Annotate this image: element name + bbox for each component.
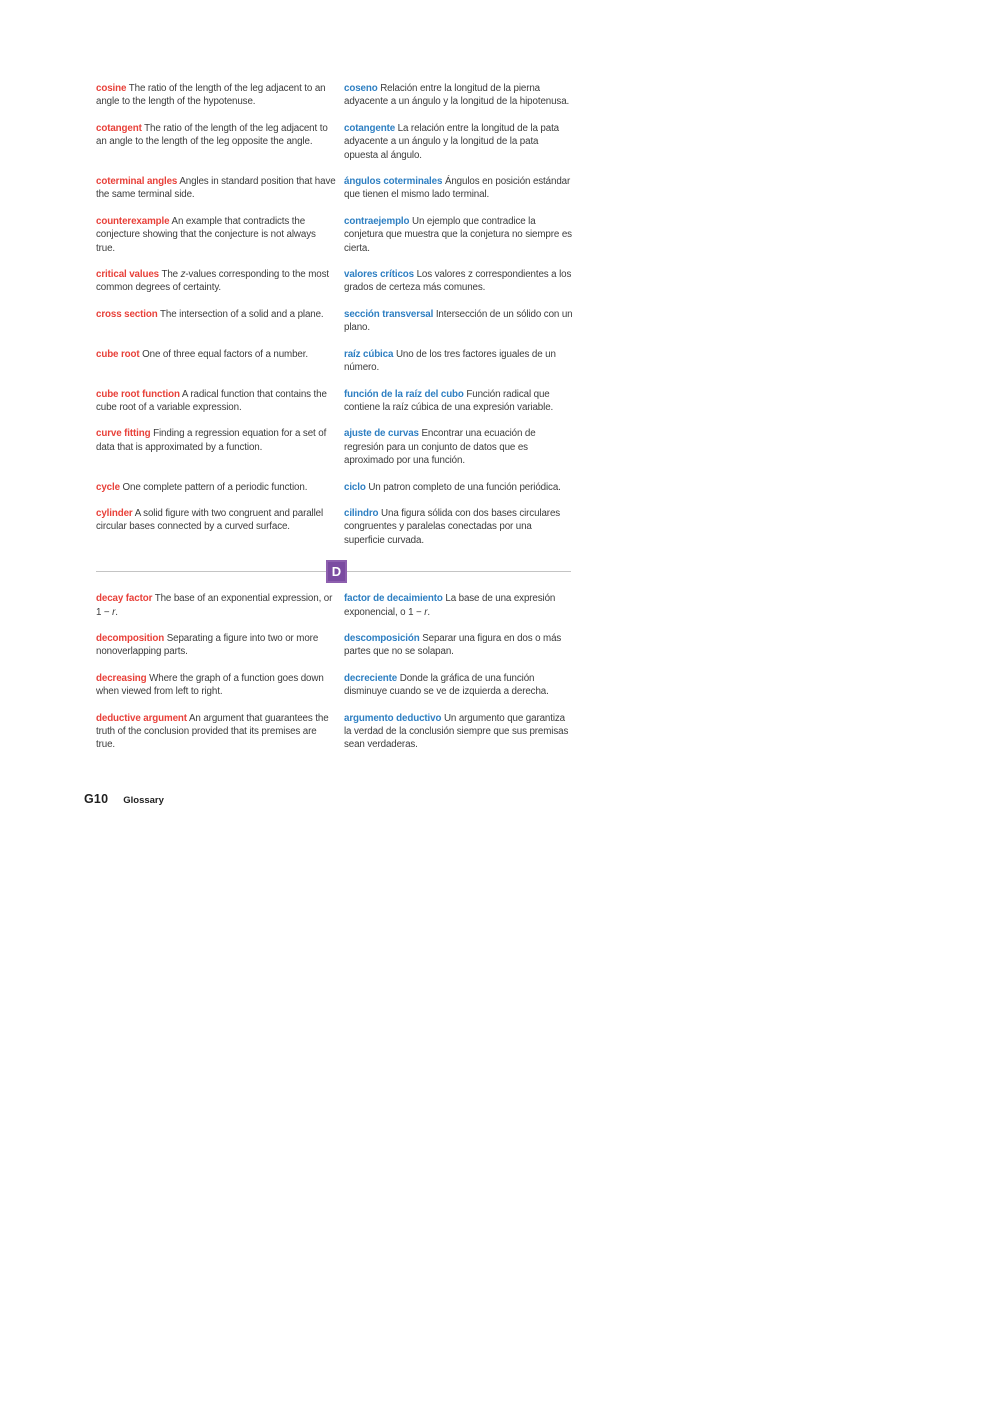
entry-en (96, 712, 336, 752)
definition-en: One complete pattern of a periodic function. (122, 481, 308, 493)
entry-en (96, 175, 336, 202)
glossary-entry-row (96, 632, 574, 659)
term-en: cube root function (96, 388, 180, 400)
definition-text: La base de una expresión exponencial, o 1 − (344, 593, 556, 618)
section-divider (96, 560, 574, 584)
glossary-entry-row (96, 215, 574, 255)
term-es: descomposición (344, 632, 420, 644)
term-en: cosine (96, 83, 127, 94)
definition-text: The (161, 269, 181, 281)
glossary-content (96, 82, 574, 765)
definition-en: An argument that guarantees the truth of the conclusion provided that its premises are true. (96, 712, 329, 751)
definition-text: The base of an exponential expression, or 1 − (96, 593, 333, 618)
entry-en (96, 122, 336, 162)
entry-es (344, 672, 574, 699)
term-es: coseno (344, 83, 378, 94)
definition-es: Donde la gráfica de una función disminuye cuando se ve de izquierda a derecha. (344, 672, 549, 698)
math-variable: r (424, 606, 428, 618)
definition-es: La relación entre la longitud de la pata adyacente a un ángulo y la longitud de la pata opuesta al ángulo. (344, 122, 559, 161)
definition-es: Función radical que contiene la raíz cúbica de una expresión variable. (344, 388, 554, 413)
entry-en (96, 427, 336, 467)
definition-en: The intersection of a solid and a plane. (160, 308, 324, 320)
entry-es (344, 268, 574, 295)
term-en: cotangent (96, 122, 142, 134)
definition-es: Encontrar una ecuación de regresión para un conjunto de datos que es aproximado por una función. (344, 428, 536, 467)
term-en: decreasing (96, 672, 147, 684)
term-es: factor de decaimiento (344, 593, 443, 605)
entry-en (96, 348, 336, 375)
term-es: decreciente (344, 672, 398, 684)
glossary-entry-row (96, 175, 574, 202)
glossary-entry-row (96, 672, 574, 699)
definition-en: Where the graph of a function goes down when viewed from left to right. (96, 672, 324, 698)
entry-es (344, 507, 574, 547)
glossary-entry-row (96, 82, 574, 109)
definition-en: An example that contradicts the conjecture showing that the conjecture is not always true. (96, 215, 316, 254)
term-en: cross section (96, 308, 158, 320)
entry-es (344, 348, 574, 375)
glossary-entry-row (96, 348, 574, 375)
term-es: contraejemplo (344, 215, 410, 227)
term-en: decay factor (96, 593, 153, 605)
term-en: counterexample (96, 215, 170, 227)
term-es: cotangente (344, 122, 396, 134)
entry-es (344, 215, 574, 255)
entry-en (96, 632, 336, 659)
entry-es (344, 632, 574, 659)
glossary-entry-row (96, 388, 574, 415)
entry-es (344, 122, 574, 162)
entry-en (96, 592, 336, 619)
entry-es (344, 481, 574, 494)
glossary-entry-row (96, 427, 574, 467)
definition-es: Intersección de un sólido con un plano. (344, 308, 573, 334)
term-es: ángulos coterminales (344, 176, 443, 188)
glossary-entry-row (96, 507, 574, 547)
glossary-entry-row (96, 481, 574, 494)
definition-es: Ángulos en posición estándar que tienen el mismo lado terminal. (344, 176, 571, 201)
entry-es (344, 388, 574, 415)
footer-label: Glossary (123, 795, 164, 806)
entry-en (96, 507, 336, 547)
math-variable: r (112, 606, 116, 618)
entry-es (344, 308, 574, 335)
glossary-entry-row (96, 122, 574, 162)
definition-en: The ratio of the length of the leg adjacent to an angle to the length of the hypotenuse. (96, 83, 326, 108)
page-number: G10 (84, 792, 109, 806)
term-en: cycle (96, 481, 120, 493)
definition-en: One of three equal factors of a number. (142, 348, 308, 360)
entry-en (96, 215, 336, 255)
definition-en: Finding a regression equation for a set of data that is approximated by a function. (96, 428, 327, 453)
definition-es: Una figura sólida con dos bases circulares congruentes y paralelas conectadas por una superficie curvada. (344, 507, 561, 546)
definition-es: Relación entre la longitud de la pierna adyacente a un ángulo y la longitud de la hipotenusa. (344, 83, 570, 108)
glossary-entry-row (96, 268, 574, 295)
term-en: decomposition (96, 632, 165, 644)
definition-es: Separar una figura en dos o más partes que no se solapan. (344, 632, 562, 658)
definition-text: . (115, 606, 118, 618)
term-en: critical values (96, 269, 160, 281)
term-es: ciclo (344, 481, 366, 493)
page-footer (84, 792, 164, 806)
definition-en: Angles in standard position that have the same terminal side. (96, 176, 336, 201)
term-es: valores críticos (344, 269, 414, 281)
definition-en: A radical function that contains the cube root of a variable expression. (96, 388, 327, 413)
definition-text: -values corresponding to the most common degrees of certainty. (96, 269, 329, 294)
term-en: curve fitting (96, 428, 151, 440)
definition-text: . (427, 606, 431, 618)
entry-es (344, 592, 574, 619)
definition-en: A solid figure with two congruent and parallel circular bases connected by a curved surface. (96, 507, 324, 533)
term-es: raíz cúbica (344, 348, 394, 360)
math-variable: z (180, 269, 186, 281)
entry-es (344, 712, 574, 752)
entry-es (344, 82, 574, 109)
entry-es (344, 427, 574, 467)
entry-en (96, 268, 336, 295)
term-en: deductive argument (96, 712, 187, 724)
definition-en: The ratio of the length of the leg adjacent to an angle to the length of the leg opposite the angle. (96, 122, 328, 148)
section-letter-badge: D (326, 560, 347, 583)
entry-en (96, 82, 336, 109)
term-en: cylinder (96, 507, 133, 519)
definition-es: Los valores z correspondientes a los grados de certeza más comunes. (344, 269, 572, 294)
entry-en (96, 672, 336, 699)
term-es: función de la raíz del cubo (344, 388, 464, 400)
glossary-entry-row (96, 308, 574, 335)
definition-es: Un ejemplo que contradice la conjetura que muestra que la conjetura no siempre es cierta. (344, 215, 572, 254)
definition-es: Un patron completo de una función periódica. (368, 481, 561, 493)
term-en: coterminal angles (96, 176, 178, 188)
term-es: sección transversal (344, 308, 434, 320)
term-en: cube root (96, 348, 140, 360)
definition-en: Separating a figure into two or more nonoverlapping parts. (96, 632, 319, 658)
entry-en (96, 308, 336, 335)
definition-es: Uno de los tres factores iguales de un número. (344, 348, 556, 374)
term-es: ajuste de curvas (344, 428, 419, 440)
term-es: argumento deductivo (344, 712, 442, 724)
entry-en (96, 388, 336, 415)
definition-es: Un argumento que garantiza la verdad de la conclusión siempre que sus premisas sean verdaderas. (344, 712, 569, 751)
entry-es (344, 175, 574, 202)
term-es: cilindro (344, 507, 379, 519)
glossary-entry-row (96, 592, 574, 619)
entry-en (96, 481, 336, 494)
glossary-entry-row (96, 712, 574, 752)
